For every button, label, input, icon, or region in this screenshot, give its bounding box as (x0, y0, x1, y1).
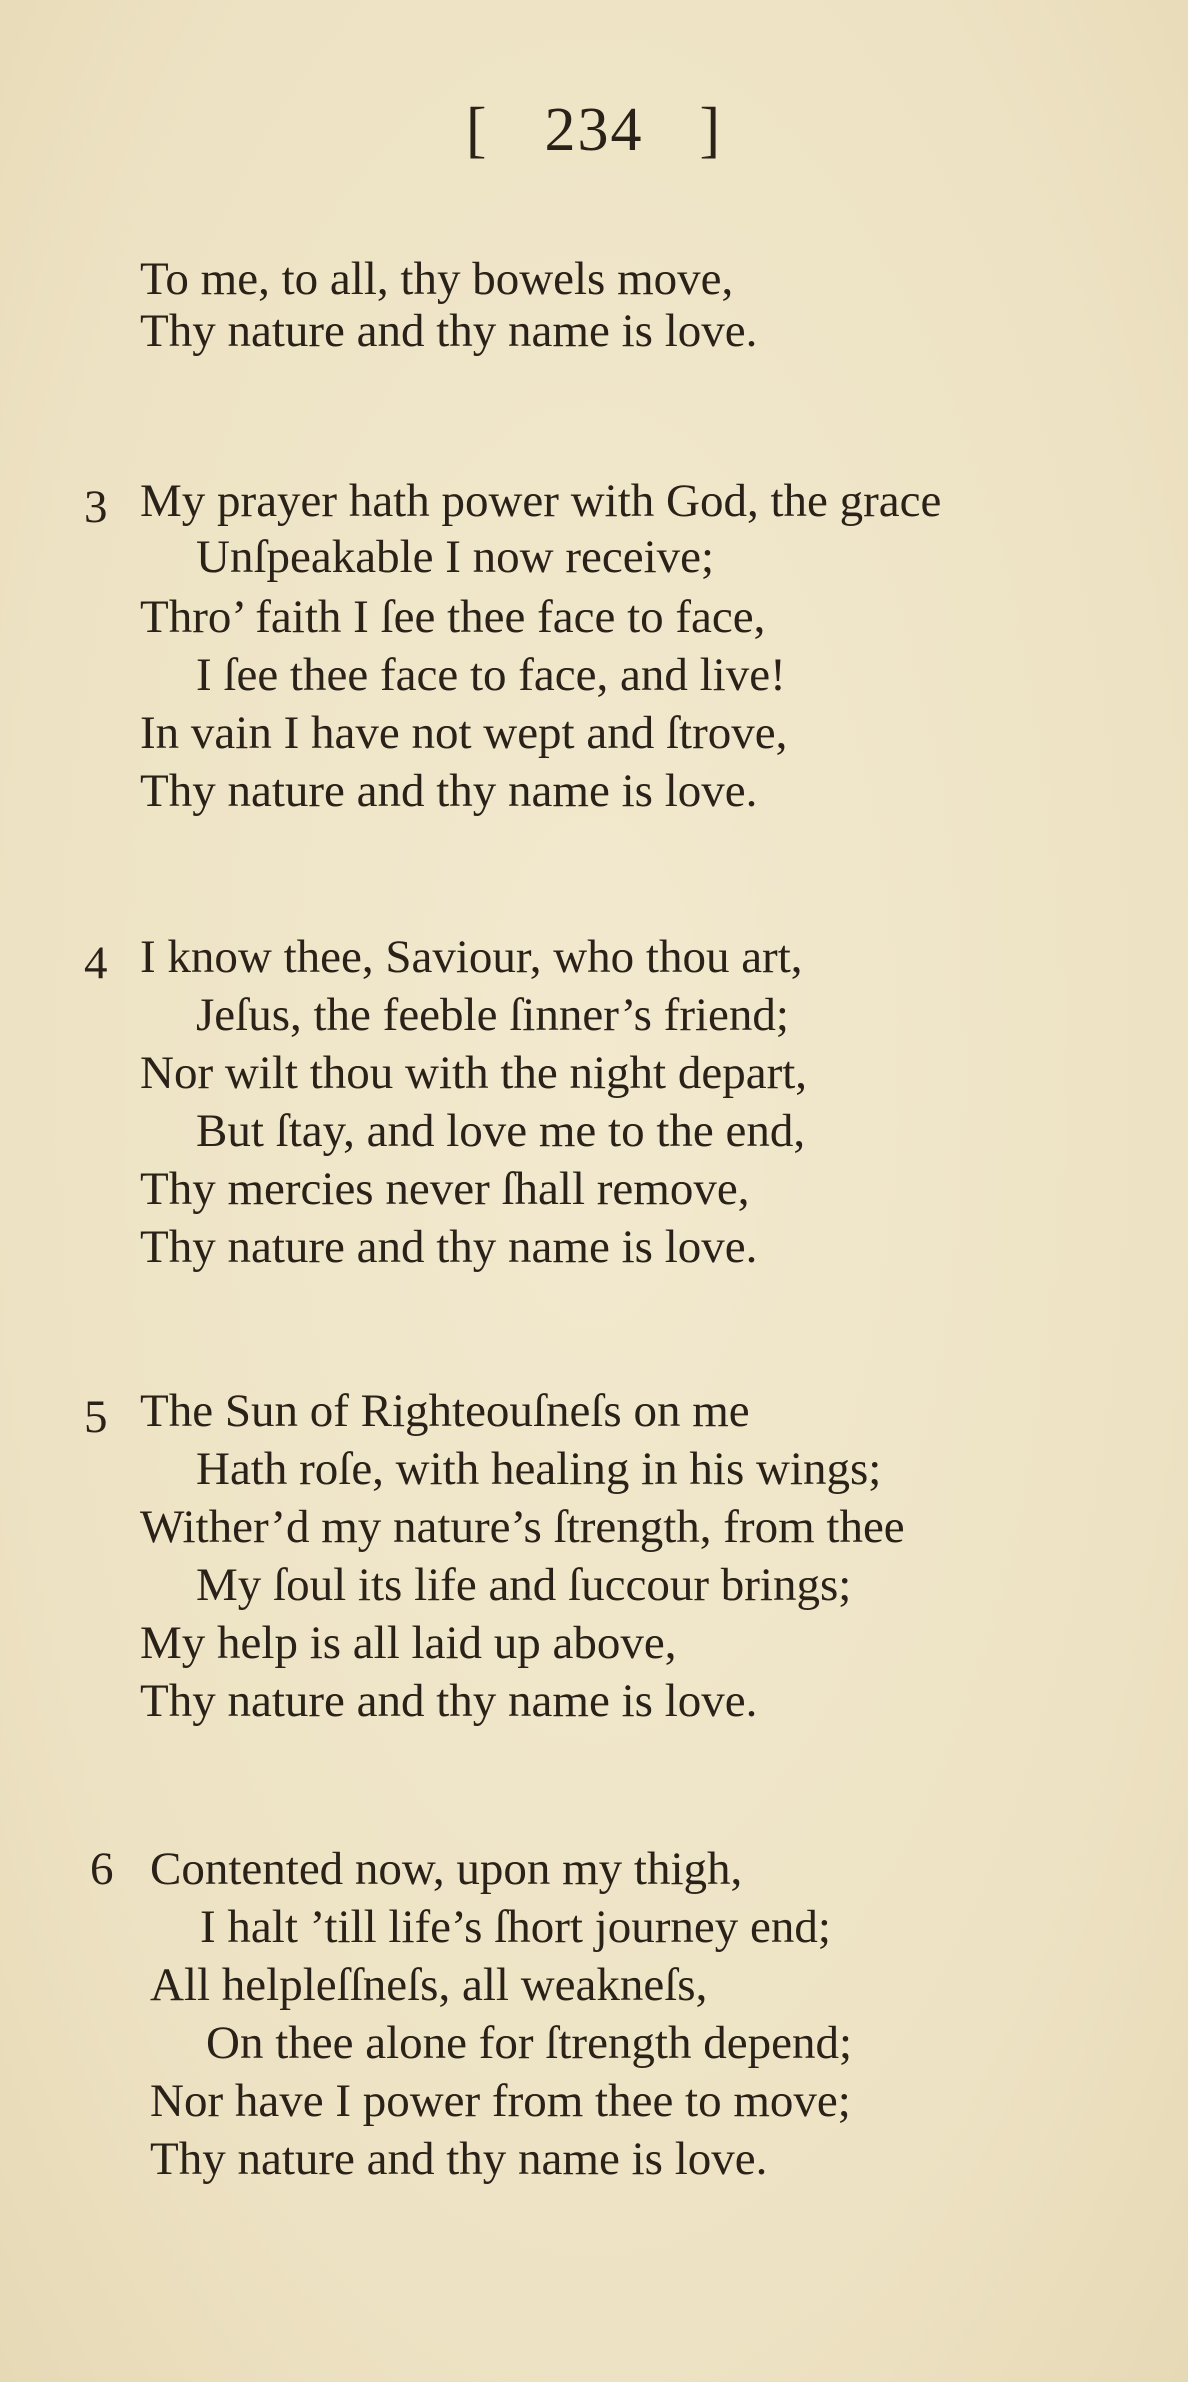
verse-line: I ſee thee face to face, and live! (196, 649, 786, 701)
stanza-number: 5 (84, 1391, 108, 1443)
verse-line: My prayer hath power with God, the grace (140, 475, 942, 527)
verse-line: Unſpeakable I now receive; (196, 531, 715, 583)
page-header (0, 95, 1188, 166)
verse-line: In vain I have not wept and ſtrove, (140, 707, 788, 759)
verse-line: Thy nature and thy name is love. (140, 1221, 758, 1273)
bracket-left: [ (465, 96, 489, 164)
verse-line: I halt ’till life’s ſhort journey end; (200, 1901, 831, 1953)
verse-line: Thro’ faith I ſee thee face to face, (140, 591, 766, 643)
verse-line: My help is all laid up above, (140, 1617, 677, 1669)
verse-line: On thee alone for ſtrength depend; (206, 2017, 853, 2069)
verse-line: To me, to all, thy bowels move, (140, 253, 734, 305)
verse-line: The Sun of Righteouſneſs on me (140, 1385, 750, 1437)
verse-line: Thy nature and thy name is love. (150, 2133, 768, 2185)
verse-line: Thy nature and thy name is love. (140, 765, 758, 817)
verse-line: Thy mercies never ſhall remove, (140, 1163, 750, 1215)
stanza-number: 4 (84, 937, 108, 989)
page-number: 234 (544, 96, 644, 164)
verse-line: Thy nature and thy name is love. (140, 1675, 758, 1727)
verse-line: Wither’d my nature’s ſtrength, from thee (140, 1501, 905, 1553)
verse-line: All helpleſſneſs, all weakneſs, (150, 1959, 708, 2011)
verse-line: Nor wilt thou with the night depart, (140, 1047, 808, 1099)
verse-line: Contented now, upon my thigh, (150, 1843, 743, 1895)
verse-line: My ſoul its life and ſuccour brings; (196, 1559, 852, 1611)
bracket-right: ] (699, 96, 723, 164)
stanza-number: 6 (90, 1843, 114, 1895)
verse-line: I know thee, Saviour, who thou art, (140, 931, 803, 983)
verse-line: But ſtay, and love me to the end, (196, 1105, 806, 1157)
verse-line: Nor have I power from thee to move; (150, 2075, 851, 2127)
verse-line: Thy nature and thy name is love. (140, 305, 758, 357)
stanza-number: 3 (84, 481, 108, 533)
verse-line: Jeſus, the feeble ſinner’s friend; (196, 989, 789, 1041)
verse-line: Hath roſe, with healing in his wings; (196, 1443, 882, 1495)
